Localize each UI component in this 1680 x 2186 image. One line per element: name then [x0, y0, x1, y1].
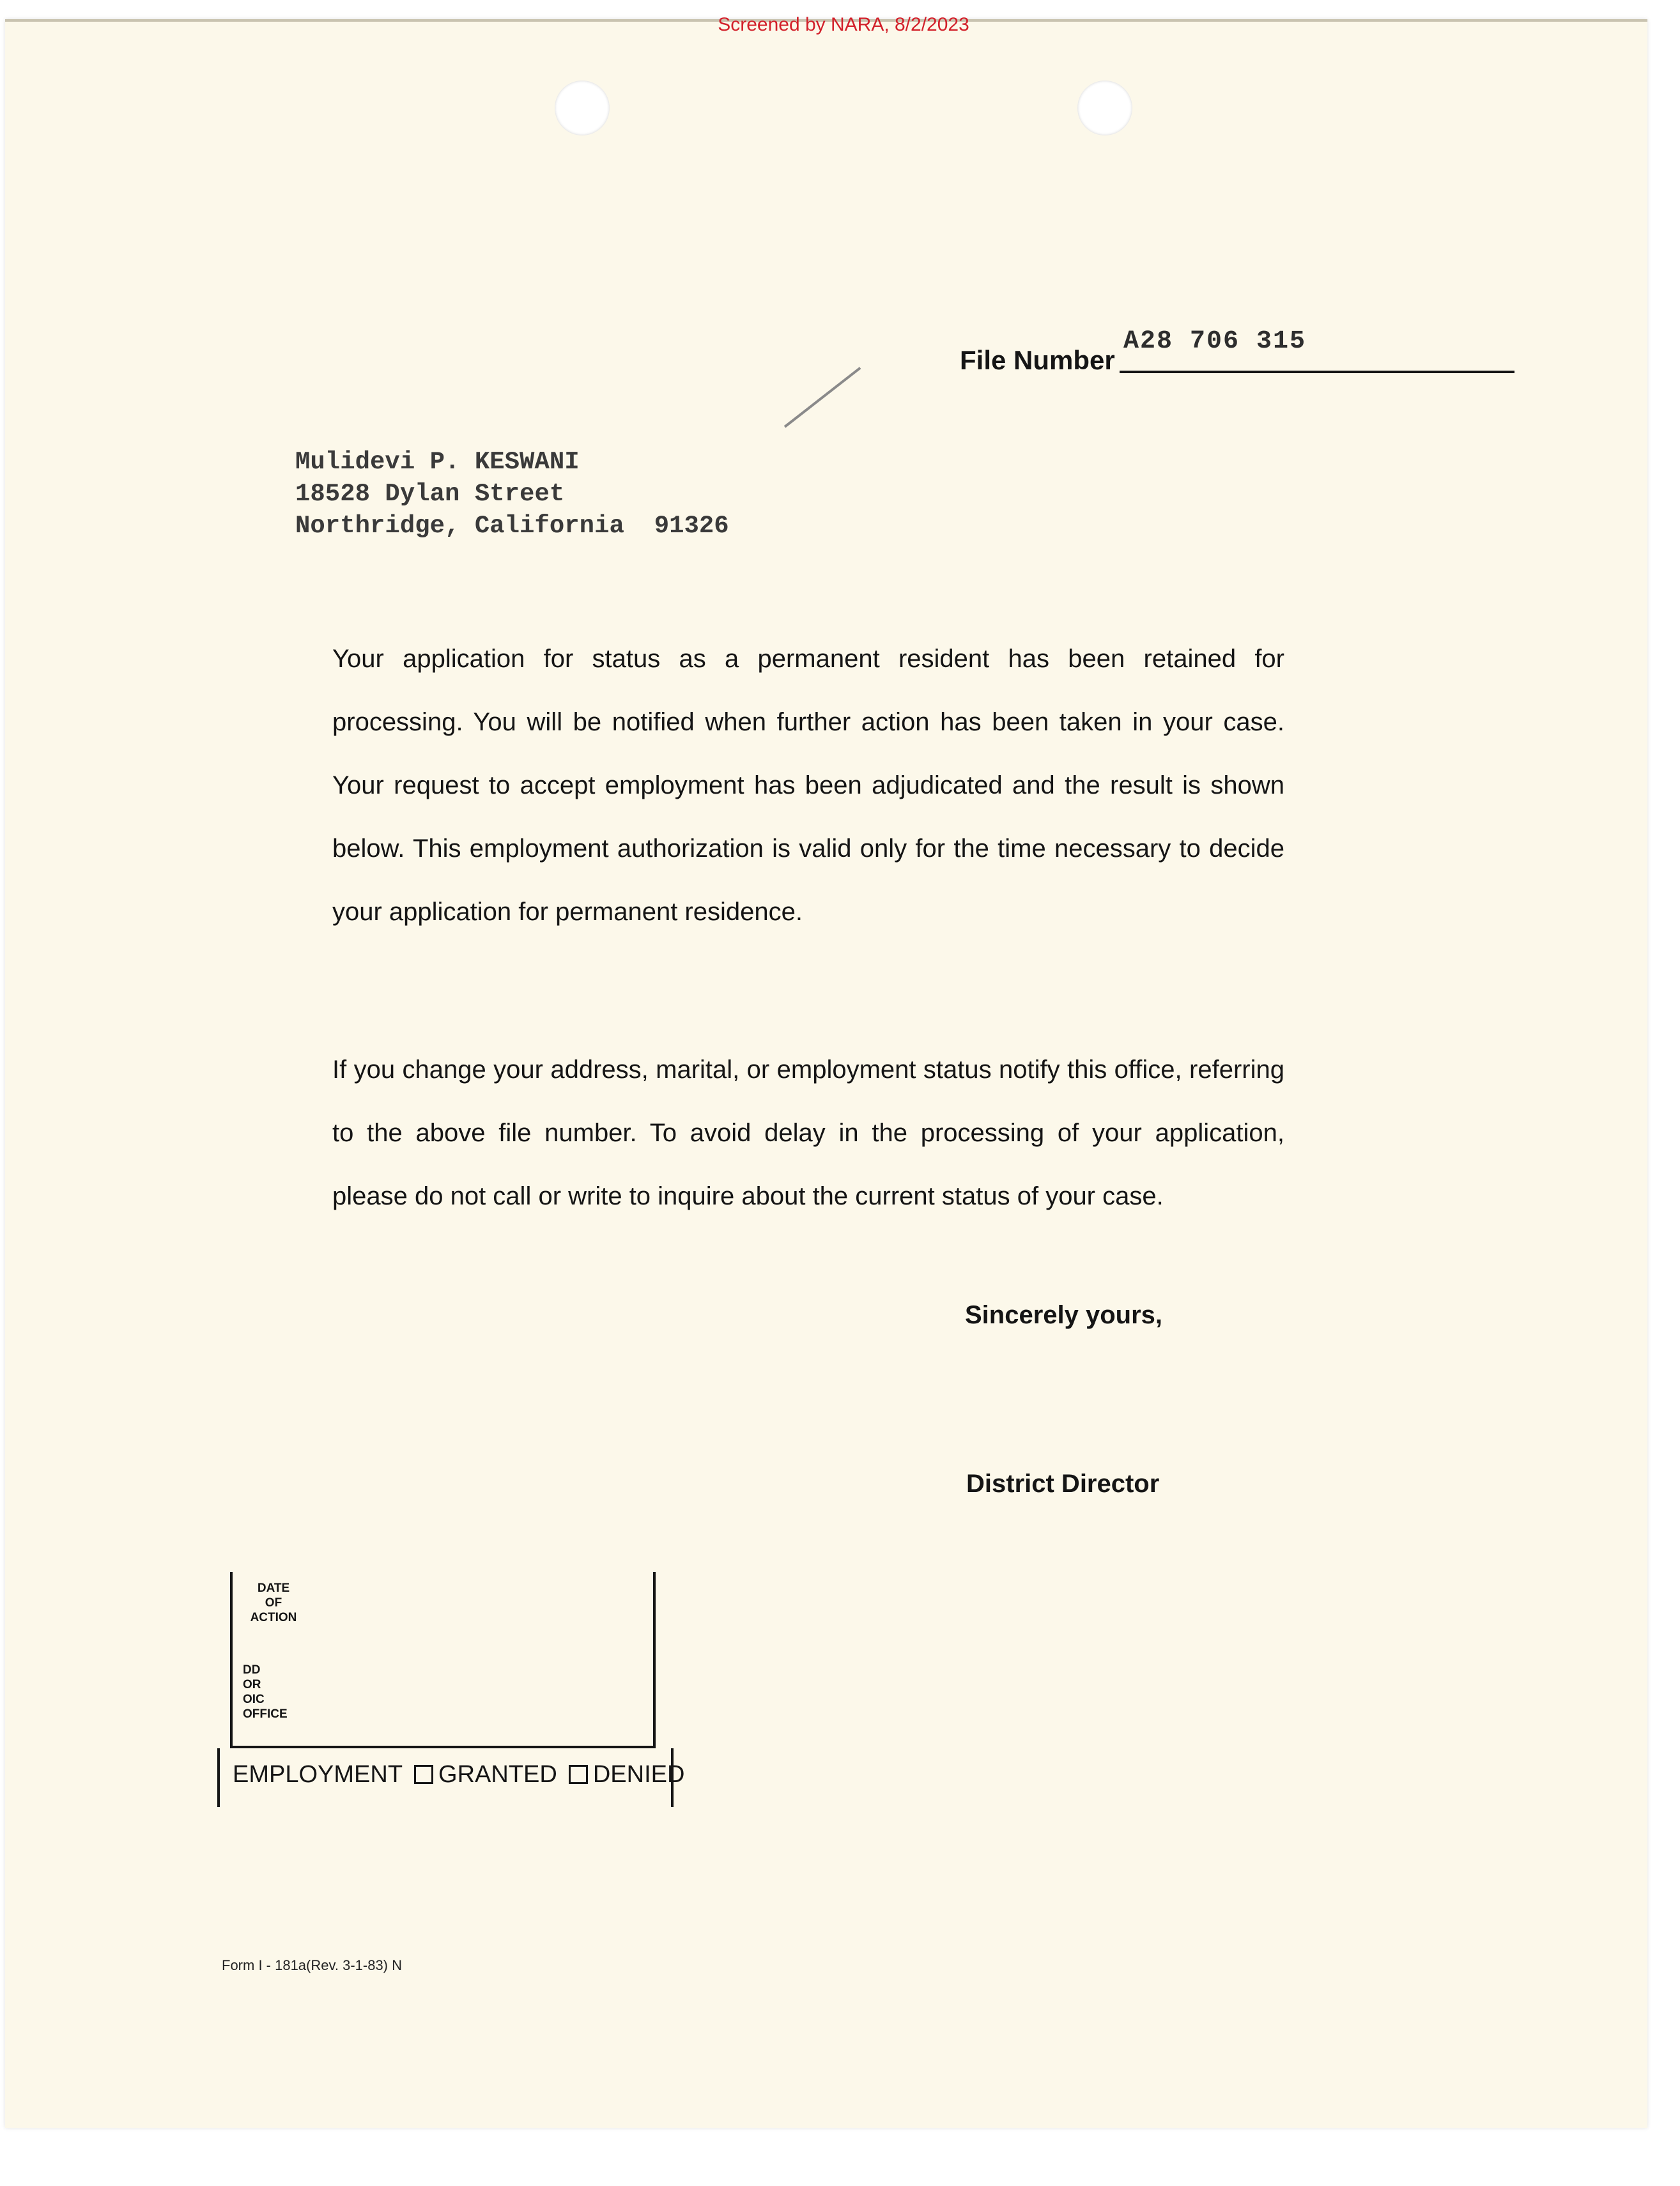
body-paragraph-notify: If you change your address, marital, or employment status notify this office, referring to the above file number. To avoid delay in the processing of your application, please do not call or write to inquire about the current status of your case. [332, 1056, 1284, 1210]
recipient-address [295, 446, 729, 542]
dd-label-line: DD [243, 1663, 261, 1677]
closing: Sincerely yours, [965, 1301, 1163, 1329]
body-paragraph-status: Your application for status as a permanent resident has been retained for processing. You will be notified when further action has been taken in your case. Your request to accept employment has been adjudicated and the result is shown below. This employment authorization is valid only for the time necessary to decide your application for permanent residence. [332, 645, 1284, 926]
address-street: 18528 Dylan Street [295, 480, 565, 508]
office-label-line: OFFICE [243, 1707, 288, 1721]
address-city: Northridge, California 91326 [295, 512, 729, 540]
file-number-value: A28 706 315 [1123, 327, 1307, 356]
oic-label-line: OIC [243, 1693, 265, 1706]
punch-hole-right [1077, 81, 1132, 135]
punch-hole-left [555, 81, 610, 135]
or-label-line: OR [243, 1678, 261, 1691]
employment-decision-row [217, 1748, 685, 1807]
signer-title: District Director [966, 1470, 1160, 1498]
file-number-label: File Number [960, 345, 1115, 375]
file-number-line [1120, 371, 1514, 373]
denied-checkbox[interactable] [569, 1765, 588, 1784]
date-of-action-label [248, 1581, 299, 1625]
of-label-line: OF [265, 1596, 282, 1610]
granted-label: GRANTED [438, 1761, 557, 1788]
date-label-line: DATE [257, 1582, 290, 1595]
denied-label: DENIED [592, 1761, 685, 1788]
nara-screening-stamp: Screened by NARA, 8/2/2023 [718, 14, 969, 35]
employment-label: EMPLOYMENT [233, 1761, 403, 1788]
action-box [230, 1572, 656, 1748]
address-name: Mulidevi P. KESWANI [295, 448, 580, 476]
granted-checkbox[interactable] [414, 1765, 433, 1784]
office-label [243, 1663, 288, 1721]
form-code: Form I - 181a(Rev. 3-1-83) N [222, 1957, 403, 1973]
action-label-line: ACTION [250, 1611, 297, 1624]
